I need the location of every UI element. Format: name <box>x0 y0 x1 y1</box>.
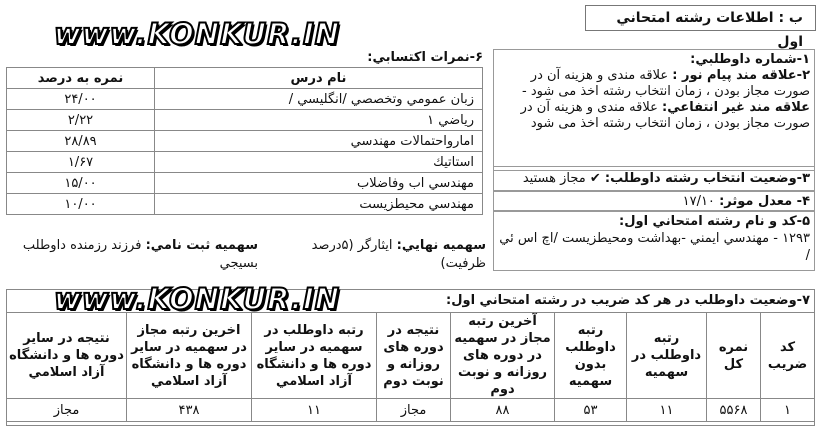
course-grade: ۲۴/۰۰ <box>7 89 155 110</box>
course-grade: ۱۵/۰۰ <box>7 173 155 194</box>
course-name: مهندسي محيطزيست <box>155 194 483 215</box>
first-exam-field-value: ۱۲۹۳ - مهندسي ايمني -بهداشت ومحيطزيست /اچ اس ئي / <box>499 231 810 263</box>
rank-other-courses-header: رتبه داوطلب در سهميه در ساير دوره ها و دانشگاه آزاد اسلامي <box>252 313 377 399</box>
grades-title: ۶-نمرات اکتسابي: <box>367 50 483 65</box>
last-allowed-rank-other-header: اخرين رتبه مجاز در سهميه در ساير دوره ها و دانشگاه آزاد اسلامي <box>127 313 252 399</box>
result-other-courses: مجاز <box>7 399 127 422</box>
effective-gpa-label: ۴- معدل موثر: <box>719 194 810 209</box>
course-header: نام درس <box>155 68 483 89</box>
applicant-info-box <box>493 49 815 171</box>
acquired-grades-section <box>6 50 483 215</box>
course-name: مهندسي اب وفاضلاب <box>155 173 483 194</box>
total-score-header: نمره کل <box>707 313 761 399</box>
table-row <box>7 194 483 215</box>
table-row <box>7 173 483 194</box>
last-allowed-rank-daily: ۸۸ <box>451 399 555 422</box>
course-grade: ۱۰/۰۰ <box>7 194 155 215</box>
first-exam-field <box>493 211 815 271</box>
applicant-number-label: ۱-شماره داوطلبي: <box>690 52 810 67</box>
selection-status-label: ۳-وضعيت انتخاب رشته داوطلب: <box>604 171 810 186</box>
result-other-courses-header: نتيجه در ساير دوره ها و دانشگاه آزاد اسلامي <box>7 313 127 399</box>
last-allowed-rank-daily-header: آخرين رتبه مجاز در سهميه در دوره های روزانه و نوبت دوم <box>451 313 555 399</box>
course-grade: ۲/۲۲ <box>7 110 155 131</box>
final-quota-value: ايثارگر (۵درصد ظرفيت) <box>311 238 486 271</box>
grades-header-row <box>7 68 483 89</box>
checkmark-icon: ✔ <box>589 171 601 186</box>
effective-gpa <box>493 191 815 211</box>
coefficient-status-title: ۷-وضعيت داوطلب در هر کد ضريب در رشته امتحاني اول: <box>446 293 810 308</box>
rank-other-courses: ۱۱ <box>252 399 377 422</box>
grade-header: نمره به درصد <box>7 68 155 89</box>
last-allowed-rank-other: ۴۳۸ <box>127 399 252 422</box>
rank-without-quota: ۵۳ <box>555 399 627 422</box>
ranks-table <box>6 312 815 422</box>
watermark-bottom: www.KONKUR.IN <box>54 282 341 316</box>
watermark-top: www.KONKUR.IN <box>54 17 341 51</box>
course-name: امارواحتمالات مهندسي <box>155 131 483 152</box>
first-exam-field-label: ۵-کد و نام رشته امتحاني اول: <box>619 214 810 229</box>
rank-in-quota: ۱۱ <box>627 399 707 422</box>
course-name: زبان عمومي وتخصصي /انگليسي / <box>155 89 483 110</box>
total-score: ۵۵۶۸ <box>707 399 761 422</box>
selection-status-value: مجاز هستيد <box>522 171 586 186</box>
table-row <box>7 152 483 173</box>
ranks-header-row <box>7 313 815 399</box>
grades-table <box>6 67 483 215</box>
table-row <box>7 399 815 422</box>
course-name: رياضي ۱ <box>155 110 483 131</box>
payam-noor-interest <box>498 68 810 132</box>
table-row <box>7 89 483 110</box>
non-profit-text: علاقه مندی و هزينه آن در صورت مجاز بودن ، زمان انتخاب رشته اخذ می شود <box>520 100 810 131</box>
payam-noor-text: علاقه مندی و هزينه آن در صورت مجاز بودن ، زمان انتخاب رشته اخذ می شود - <box>522 68 810 99</box>
table-row <box>7 131 483 152</box>
selection-status <box>493 166 815 191</box>
registered-quota <box>18 237 258 273</box>
result-daily-header: نتيجه در دوره های روزانه و نوبت دوم <box>377 313 451 399</box>
rank-without-quota-header: رتبه داوطلب بدون سهميه <box>555 313 627 399</box>
coefficient-code: ۱ <box>761 399 815 422</box>
table-row <box>7 110 483 131</box>
applicant-number <box>498 52 810 68</box>
course-grade: ۱/۶۷ <box>7 152 155 173</box>
course-grade: ۲۸/۸۹ <box>7 131 155 152</box>
effective-gpa-value: ۱۷/۱۰ <box>682 194 715 209</box>
registered-quota-label: سهميه ثبت نامي: <box>145 238 258 253</box>
registered-quota-value: فرزند رزمنده داوطلب بسيجي <box>22 238 258 271</box>
section-title: ب : اطلاعات رشته امتحاني اول <box>585 5 816 31</box>
final-quota <box>266 237 486 273</box>
rank-in-quota-header: رتبه داوطلب در سهميه <box>627 313 707 399</box>
course-name: استاتيك <box>155 152 483 173</box>
result-daily: مجاز <box>377 399 451 422</box>
non-profit-label: علاقه مند غير انتفاعي: <box>662 100 810 115</box>
payam-noor-label: ۲-علاقه مند پيام نور : <box>672 68 810 83</box>
coefficient-code-header: کد ضريب <box>761 313 815 399</box>
final-quota-label: سهميه نهايي: <box>396 238 486 253</box>
